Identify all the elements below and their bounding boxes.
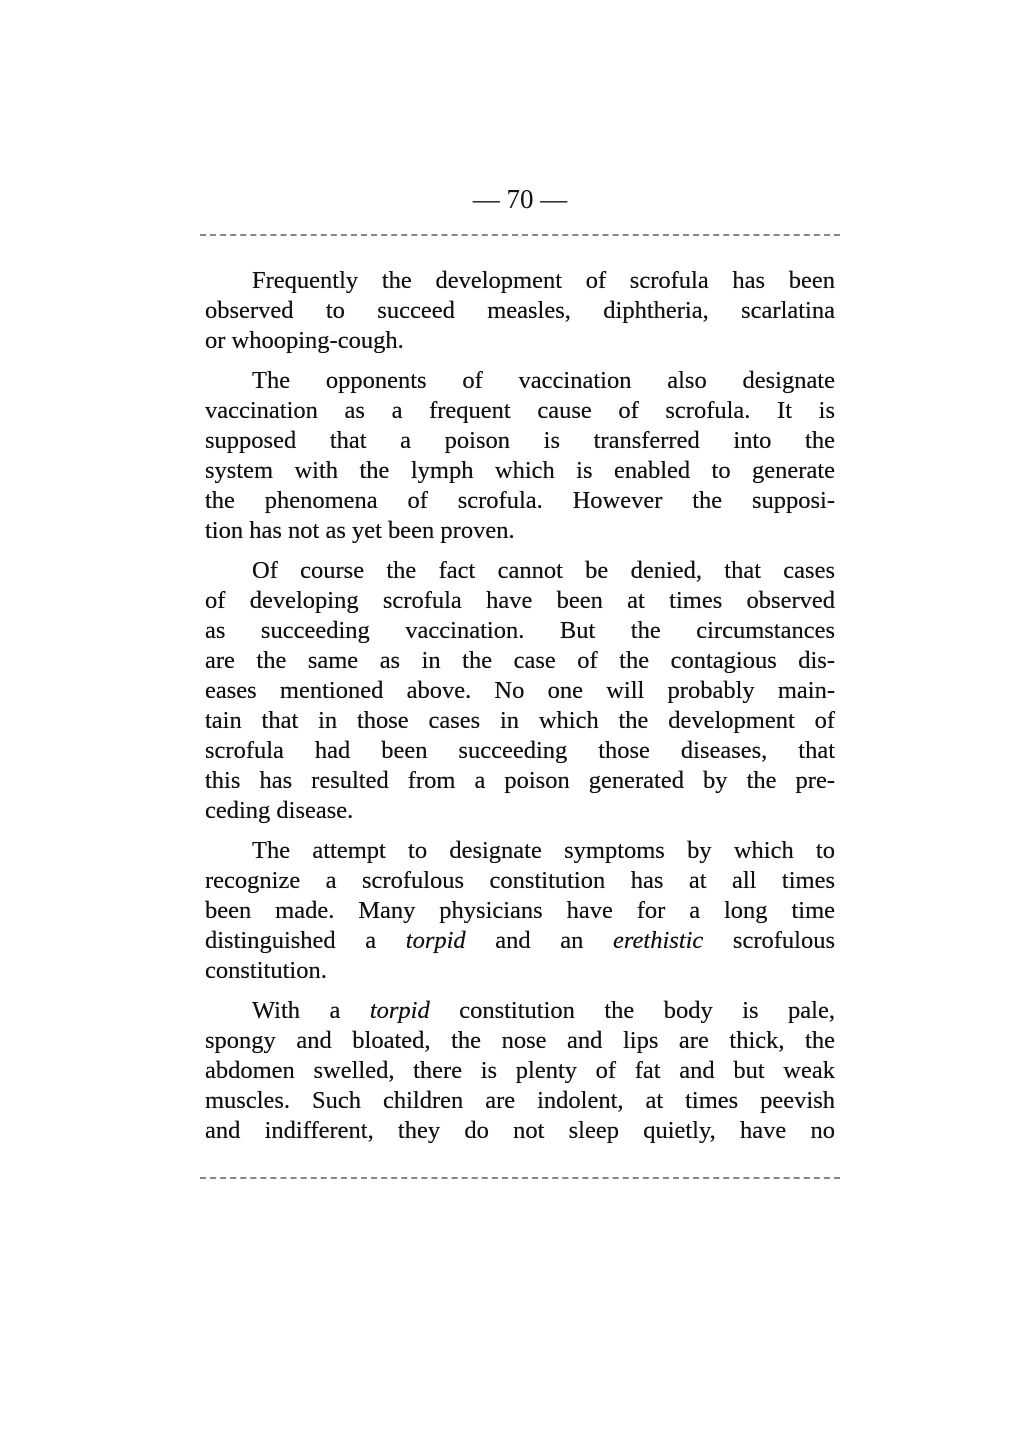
text-line: eases mentioned above. No one will probably main- xyxy=(205,677,835,704)
text-line: supposed that a poison is transferred into the xyxy=(205,427,835,454)
text-line: ceding disease. xyxy=(205,797,354,824)
text-line: The attempt to designate symptoms by which to xyxy=(252,837,835,864)
text-line xyxy=(205,996,835,1026)
text-line: system with the lymph which is enabled to generate xyxy=(205,457,835,484)
text-line: muscles. Such children are indolent, at times peevish xyxy=(205,1087,835,1114)
footer-rule xyxy=(200,1177,840,1179)
text-segment: constitution the body is pale, xyxy=(429,997,835,1024)
paragraph xyxy=(205,556,835,826)
paragraph xyxy=(205,266,835,356)
italic-term: torpid xyxy=(369,997,430,1024)
text-line: observed to succeed measles, diphtheria, scarlatina xyxy=(205,297,835,324)
text-line: tain that in those cases in which the development of xyxy=(205,707,835,734)
text-segment: and an xyxy=(465,927,614,954)
text-line: of developing scrofula have been at times observed xyxy=(205,587,835,614)
text-line: The opponents of vaccination also designate xyxy=(252,367,835,394)
page-number: — 70 — xyxy=(472,184,568,214)
text-line: constitution. xyxy=(205,957,327,984)
body-text xyxy=(205,266,835,1156)
text-segment: distinguished a xyxy=(205,927,406,954)
text-line: been made. Many physicians have for a long time xyxy=(205,897,835,924)
text-line: vaccination as a frequent cause of scrofula. It is xyxy=(205,397,835,424)
text-line: are the same as in the case of the contagious dis- xyxy=(205,647,835,674)
text-line: spongy and bloated, the nose and lips are thick, the xyxy=(205,1027,835,1054)
text-line: the phenomena of scrofula. However the supposi- xyxy=(205,487,835,514)
text-line: as succeeding vaccination. But the circumstances xyxy=(205,617,835,644)
text-line: and indifferent, they do not sleep quietly, have no xyxy=(205,1117,835,1144)
text-segment: With a xyxy=(252,997,370,1024)
paragraph xyxy=(205,366,835,546)
text-line: Frequently the development of scrofula has been xyxy=(252,267,835,294)
text-segment: scrofulous xyxy=(703,927,835,954)
text-line: abdomen swelled, there is plenty of fat and but weak xyxy=(205,1057,835,1084)
italic-term: erethistic xyxy=(613,927,704,954)
text-line: Of course the fact cannot be denied, that cases xyxy=(252,557,835,584)
italic-term: torpid xyxy=(405,927,466,954)
header-rule xyxy=(200,234,840,236)
text-line: this has resulted from a poison generated by the pre- xyxy=(205,767,835,794)
text-line: scrofula had been succeeding those diseases, that xyxy=(205,737,835,764)
text-line: recognize a scrofulous constitution has at all times xyxy=(205,867,835,894)
text-line xyxy=(205,926,835,956)
text-line: or whooping-cough. xyxy=(205,327,404,354)
text-line: tion has not as yet been proven. xyxy=(205,517,515,544)
paragraph xyxy=(205,996,835,1146)
paragraph xyxy=(205,836,835,986)
